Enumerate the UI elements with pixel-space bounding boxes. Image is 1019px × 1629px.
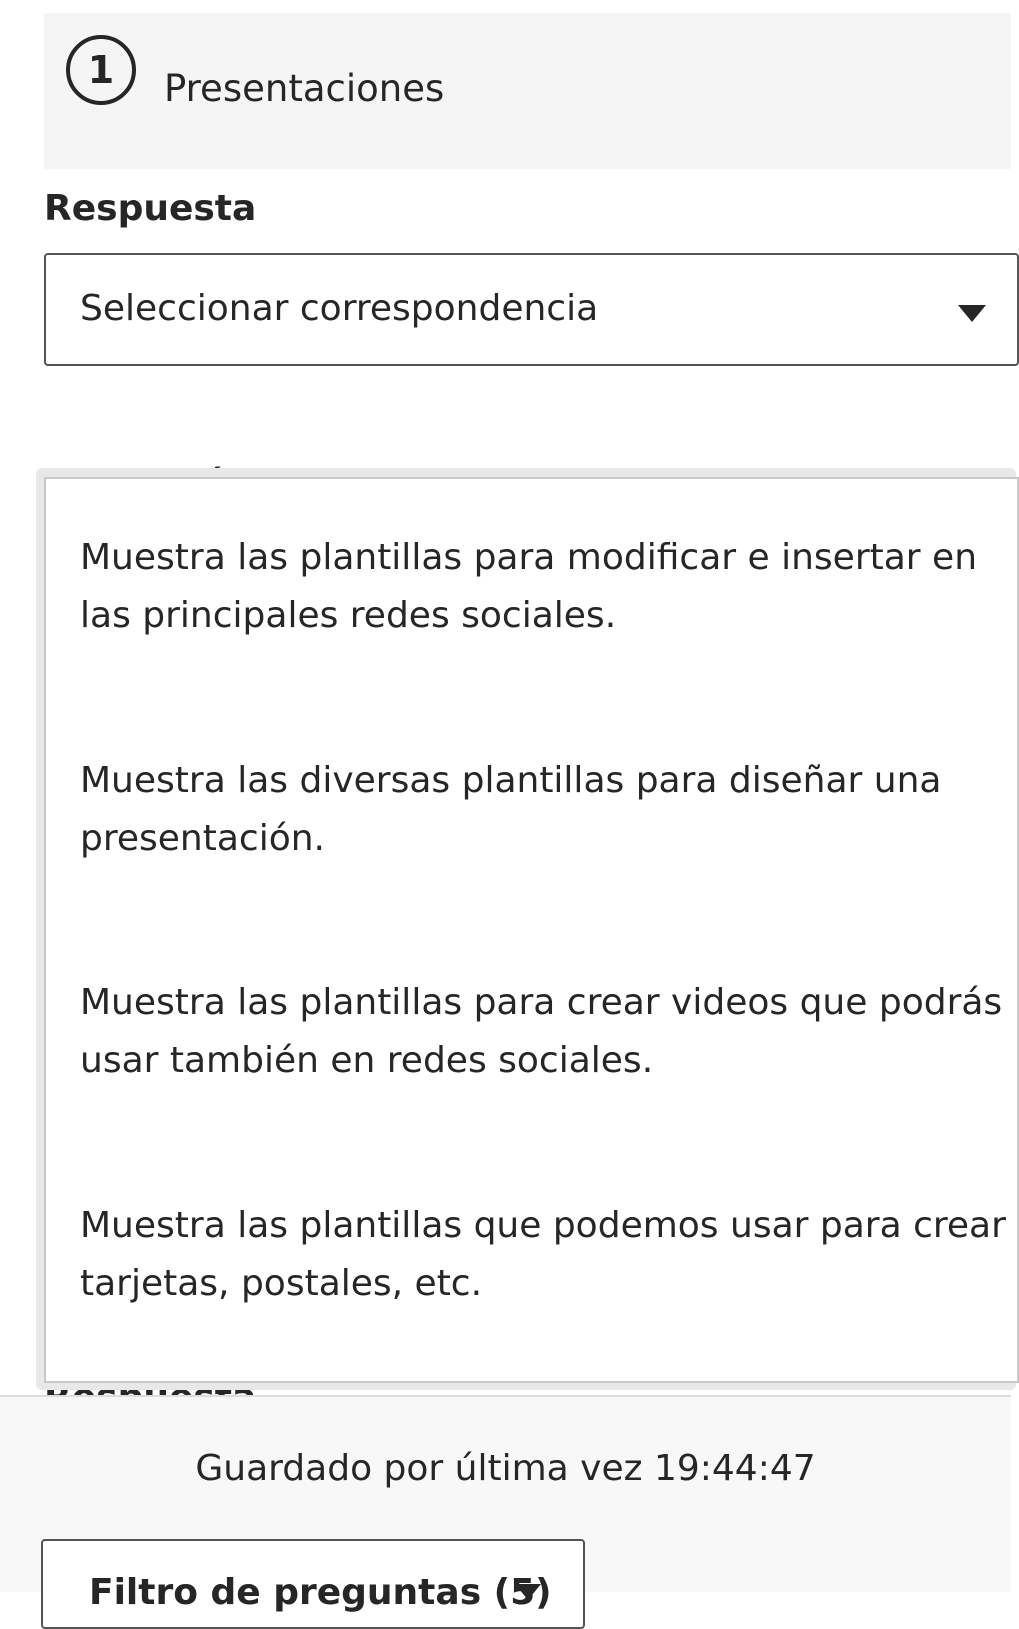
filter-label: Filtro de preguntas (5) xyxy=(89,1572,552,1613)
dropdown-options-list[interactable] xyxy=(44,477,1019,1383)
prompt-card xyxy=(44,13,1011,169)
footer-bar xyxy=(0,1395,1011,1613)
match-select[interactable] xyxy=(44,253,1019,366)
saved-status: Guardado por última vez 19:44:47 xyxy=(195,1448,816,1489)
dropdown-option[interactable]: Muestra las plantillas para modificar e insertar en las principales redes sociales. xyxy=(80,537,978,636)
question-filter-button[interactable] xyxy=(41,1539,585,1629)
dropdown-option[interactable]: Muestra las plantillas para crear videos que podrás usar también en redes sociales. xyxy=(80,982,1003,1081)
chevron-down-icon xyxy=(515,1584,541,1600)
select-value: Seleccionar correspondencia xyxy=(80,288,599,329)
prompt-text: Presentaciones xyxy=(164,67,445,110)
answer-label: Respuesta xyxy=(44,188,257,229)
chevron-down-icon xyxy=(958,305,986,322)
dropdown-option[interactable]: Muestra las plantillas que podemos usar para crear tarjetas, postales, etc. xyxy=(80,1205,1006,1304)
dropdown-option[interactable]: Muestra las diversas plantillas para diseñar una presentación. xyxy=(80,760,942,859)
prompt-number-badge: 1 xyxy=(66,35,136,105)
